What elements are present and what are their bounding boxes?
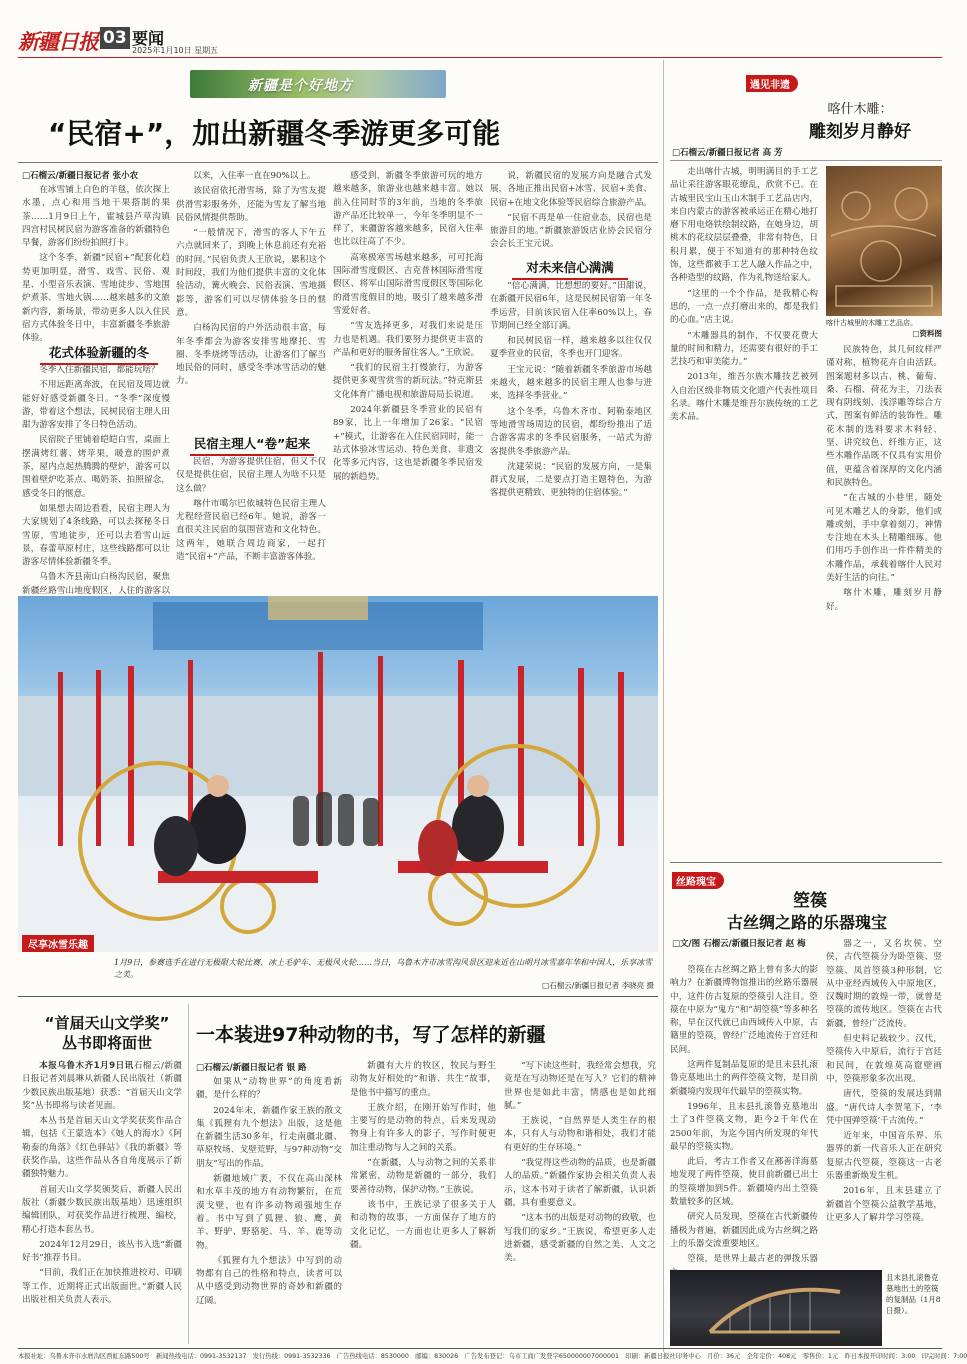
paragraph: 说，新疆民宿的发展方向是融合式发展，各地正推出民宿+冰雪、民宿+美食、民宿+在地文化体验等民宿综合旅游产品。	[490, 171, 652, 208]
background-trees	[18, 696, 658, 796]
paragraph: 本丛书是首届天山文学奖获奖作品合辑，包括《王蒙选本》《她人的海水》《阿勒泰的角落》《红色驿站》《我的新疆》等获奖作品，这些作品从各自角度展示了新疆独特魅力。	[22, 1116, 182, 1180]
feature2-title-1: 箜篌	[793, 891, 827, 911]
paragraph: 王族说，“自然界是人类生存的根本，只有人与动物和谐相处，我们才能有更好的生存环境。”	[504, 1116, 656, 1153]
paragraph: 2013年，维吾尔族木雕技艺被列入自治区级非物质文化遗产代表性项目名录。喀什木雕是维吾尔族传统的工艺美术品。	[670, 372, 818, 423]
paragraph	[22, 1060, 182, 1113]
paragraph: 如果从“动物世界”的角度看新疆，是什么样的？	[196, 1077, 342, 1101]
lead-col3	[333, 170, 483, 588]
bottom1-body	[22, 1060, 182, 1330]
woodcarving-credit: □资料图	[912, 329, 942, 338]
main-photo	[18, 596, 658, 952]
paragraph: 王族介绍，在刚开始写作时，他主要写的是动物的特点，后来发现动物身上有许多人的影子，写作时便更加注重动物与人之间的关系。	[350, 1102, 496, 1153]
paragraph: 沈建荣说：“民宿的发展方向，一是集群式发展，二是要点打造主题特色，为游客提供更精致、更独特的住宿体验。”	[490, 461, 652, 499]
paragraph: “民宿不再是单一住宿业态，民宿也是旅游目的地。”新疆旅游饭店业协会民宿分会会长王宝元说。	[490, 212, 652, 250]
paragraph: “目前，我们正在加快推进校对、印刷等工作，近期将正式出版面世。”新疆人民出版社相关负责人表示。	[22, 1268, 182, 1306]
paragraph: “在新疆，人与动物之间的关系非常紧密，动物是新疆的一部分，我们要善待动物，保护动物。”王族说。	[350, 1158, 496, 1195]
section-rule	[18, 996, 658, 997]
footer-rule	[18, 1348, 942, 1349]
feature2-byline: □文/图 石榴云/新疆日报记者 赵 梅	[672, 939, 806, 949]
paragraph: 乌鲁木齐县南山白杨沟民宿，聚焦新疆丝路雪山地度假区，人住的游客以	[22, 572, 170, 596]
paragraph: 2024年末，新疆作家王族的散文集《狐狸有九个想法》出版，这是他在新疆生活30多年，行走南疆北疆、草原牧场、戈壁荒野，与97种动物“交朋友”写出的作品。	[196, 1105, 342, 1169]
paragraph: 如果想去周边看看，民宿主理人为大家规划了4条线路，可以去探秘冬日雪原，雪地徒步，还可以去看雪山远景，春蕾草原村庄，这些线路都可以让游客尽情体验新疆冬季。	[22, 503, 170, 568]
bottom2-col3	[504, 1060, 656, 1334]
paragraph: 箜篌，是世界上最古老的弹拨乐器	[687, 1254, 818, 1265]
konghou-caption: 且末县扎滚鲁克墓地出土的箜篌的复制品（1月8日摄）。	[886, 1273, 941, 1315]
page-number: 03	[100, 27, 130, 49]
paragraph: 在冰雪铺上白色的羊毯，依次探上水墨，点心和用当地干果搭制的果茶……1月9日上午，霍城县芦草沟镇四宫村民树民宿为游客准备的新疆特色早餐，游客们纷纷拍照打卡。	[22, 185, 170, 249]
paragraph: “我觉得这些动物的品质，也是新疆人的品质。”新疆作家协会相关负责人表示，这本书对于读者了解新疆，认识新疆，具有重要意义。	[504, 1158, 656, 1208]
paragraph: “雪友选择更多，对我们来说是压力也是机遇。我们要努力提供更丰富的产品和更好的服务留住客人。”王欣说。	[333, 321, 483, 358]
carved-woodwork-icon	[826, 166, 942, 316]
crowd-icon	[293, 792, 379, 846]
column-divider	[663, 60, 664, 1352]
konghou-photo	[670, 1270, 882, 1346]
bottom2-headline: 一本装进97种动物的书，写了怎样的新疆	[196, 1024, 546, 1046]
paragraph: 近年来，中国音乐界、乐器界的新一代音乐人正在研究复原古代箜篌，箜篌这一古老乐器重新焕发生机。	[826, 1131, 942, 1182]
paragraph: 首届天山文学奖颁奖后，新疆人民出版社（新疆少数民族出版基地）迅速组织编辑团队，对获奖作品进行梳理、编校，精心打造本套丛书。	[22, 1184, 182, 1235]
paragraph: “写下读这些时，我经常会想我，究竟是在写动物还是在写人？它们的精神世界也是如此丰富，情感也是如此细腻。”	[504, 1061, 656, 1111]
feature1-col1	[670, 166, 818, 858]
lead-col4b	[490, 280, 652, 588]
paragraph: 新疆有大片的牧区，牧民与野生动物友好相处的“和谐、共生”故事，是他书中描写的重点。	[350, 1061, 496, 1098]
lead-col2b	[176, 456, 326, 588]
photo-credit: □石榴云/新疆日报记者 李晓亮 摄	[542, 981, 654, 990]
paragraph: “这本书的出版是对动物的致敬，也写我们的家乡。”王族说，希望更多人走进新疆，感受新疆的自然之美、人文之美。	[504, 1213, 656, 1264]
paragraph: 民宿院子里铺着皑皑白雪，桌面上摆满烤红薯、烤苹果，暖意的围炉煮茶，屋内点起热腾腾的壁炉，游客可以围着壁炉吃茶点、喝奶茶、拍照留念，感受冬日的惬意。	[22, 435, 170, 499]
ice-castle-gate-icon	[268, 596, 368, 620]
paragraph: 王宝元说：“随着新疆冬季旅游市场越来越火，越来越多的民宿主理人也参与进来，选择冬季营业。”	[490, 364, 652, 402]
harp-icon	[670, 1270, 882, 1346]
paragraph: 研究人员发现，箜篌在古代新疆传播极为普遍，新疆因此成为古丝绸之路上的乐器交流重要地区。	[670, 1212, 818, 1249]
paragraph: 该书中，王族记录了很多关于人和动物的故事，一方面保存了地方的文化记忆，一方面也让更多人了解新疆。	[350, 1199, 496, 1250]
paragraph: 民宿，为游客提供住宿，但又不仅仅是提供住宿，民宿主理人为啥不只是这么做？	[176, 457, 326, 494]
paragraph: 高寒极寒雪场越来越多，可可托海国际滑雪度假区、吉克普林国际滑雪度假区、将军山国际滑雪度假区等国际化的滑雪度假目的地，吸引了越来越多滑雪爱好者。	[333, 252, 483, 316]
feature2-col2	[826, 938, 942, 1264]
feature1-rule	[670, 160, 942, 161]
paragraph: “信心满满，比想想的要好。”田甜说，在新疆开民宿6年，这是民树民宿第一年冬季运营，目前该民宿入住率60%以上，春节期间已经全部订满。	[490, 281, 652, 331]
headline-rule	[18, 162, 658, 163]
issue-date: 2025年1月10日 星期五	[132, 46, 219, 55]
bottom2-col2	[350, 1060, 496, 1334]
lead-col1	[22, 184, 170, 344]
masthead	[18, 26, 942, 54]
feature-rule	[670, 862, 942, 863]
paragraph: 2024年新疆县冬季营业的民宿有89家，比上一年增加了26家。“民宿+”模式，让游客在入住民宿同时，能一站式体验冰雪运动、特色美食、非遗文化等多元内容，这也是新疆冬季民宿发展的新趋势。	[333, 405, 483, 482]
paragraph: 2016年，且末县建立了新疆首个箜篌公益教学基地，让更多人了解并学习箜篌。	[826, 1186, 942, 1223]
paragraph: 此后，考古工作者又在鄯善洋海墓地发现了两件箜篌，使目前新疆已出土的箜篌增加到5件。新疆境内出土箜篌数量较多的区域。	[670, 1157, 818, 1208]
feature2-kicker: 丝路瑰宝	[672, 872, 724, 889]
feature1-kicker: 遇见非遗	[746, 75, 798, 92]
paragraph: 器之一，又名坎侯、空侯，古代箜篌分为卧箜篌、竖箜篌、凤首箜篌3种形制，它从中亚经西域传入中原地区，汉魏时期的敦煌一带，就曾是箜篌的流传地区。箜篌在古代新疆，曾经广泛流传。	[826, 939, 942, 1029]
paragraph: 走出喀什古城，明明满目的手工艺品让采往游客眼花缭乱，欣赏不已。在古城里民宝山玉山木制手工艺品店内，来自内蒙古的游客被承运正在精心地打磨下用电烙铁绘制纹路，在她身边，胡桃木的花纹层层叠叠，非常有特色，日积月累，便于不知道有的那种特色纹饰，这些都被手工艺人融入作品之中，各种造型的纹路，作为礼物送给家人。	[670, 167, 818, 284]
paragraph: “我们的民宿主打慢旅行，为游客提供更多观雪赏雪的新玩法。”特克斯县文化体育广播电视和旅游局局长说道。	[333, 363, 483, 400]
masthead-logo: 新疆日报	[18, 29, 98, 54]
footer-info: 本报社址：乌鲁木齐市水磨沟区西虹东路500号 新闻热线电话：0991-3532137 发行热线：0991-3532336 广告热线电话：8530000 邮编：830026 广告发布登记：乌市工商广发登字650000007000001 印刷：新疆日报社印务中心 月价：36元 全年定价：408元 零售价：1元 昨日本报开印时间：3:00 印完时间：7:00	[18, 1353, 967, 1360]
lead-col4	[490, 170, 652, 250]
lead-byline: □石榴云/新疆日报记者 张小农	[22, 171, 139, 181]
paragraph: 和民树民宿一样，越来越多以往仅仅夏季营业的民宿，冬季也开门迎客。	[490, 336, 652, 360]
paragraph: 以来，入住率一直在90%以上。	[193, 171, 316, 181]
bottom1-byline: 本报乌鲁木齐1月9日讯	[39, 1061, 134, 1071]
paragraph: 新疆地域广袤，不仅在高山深林和水草丰茂的地方有动物繁衍，在荒漠戈壁，也有许多动物顽强地生存着。书中写到了狐狸、狼、鹰、黄羊、野驴、野骆驼、马、羊、鹿等动物。	[196, 1174, 342, 1251]
paragraph: “木雕器具的制作，不仅要花费大量的时间和精力，还需要有很好的手工艺技巧和审美能力。”	[670, 330, 818, 368]
paragraph: 1996年，且末县扎滚鲁克墓地出土了3件箜篌文物，距今2千年代在2500年前，为迄今国内所发现的年代最早的箜篌实物。	[670, 1101, 818, 1152]
photo-label: 尽享冰雪乐趣	[22, 935, 94, 952]
snow-festival-illustration	[18, 596, 658, 952]
bottom1-title-1: “首届天山文学奖”	[44, 1014, 170, 1032]
lead-headline: “民宿+”，加出新疆冬季游更多可能	[48, 117, 501, 150]
paragraph: 这个冬季，乌鲁木齐市、阿勒泰地区等地滑雪场周边的民宿，都纷纷推出了适合游客需求的冬季民宿服务，一站式为游客提供冬季旅游产品。	[490, 406, 652, 457]
section-title: 要闻	[132, 29, 165, 48]
feature1-title-1: 喀什木雕：	[827, 102, 893, 117]
bottom1-title-2: 丛书即将面世	[61, 1034, 152, 1052]
photo-caption: 1月9日，参赛选手在进行无极限大轮比赛、冰上毛驴车、无极风火轮……当日，乌鲁木齐市冰雪沟风景区迎来近在山明月冰雪嘉年华和中国人，乐享冰雪之美。	[114, 958, 653, 979]
paragraph: 民族特色，其几何纹样严谨对称，植物花卉自由活跃。图案题材多以古、桃、葡萄、桑、石榴、荷花为主，刀法表现有阴线刻、浅浮雕等综合方式，图案有鲜活的装饰性。雕花木制的选料要求木料轻、坚、讲究纹色、纤维方正，这些木雕作品既不仅具有实用价值，更蕴含着深厚的文化内涵和民族特色。	[826, 345, 942, 488]
feature1-byline: □石榴云/新疆日报记者 高 芳	[672, 148, 783, 158]
column-divider	[188, 1004, 189, 1344]
banner-text: 新疆是个好地方	[248, 78, 353, 94]
lead-col2	[176, 170, 326, 420]
paragraph: 不用远距离奔波，在民宿及周边就能好好感受新疆冬日。“冬季”深度慢游，带着这个想法，民树民宿主理人田甜为游客安排了冬日特色活动。	[22, 380, 170, 431]
feature1-title-2: 雕刻岁月静好	[809, 122, 911, 142]
paragraph: 喀什市噶尔巴依城特色民宿主理人尤程经营民宿已经6年。她说，游客一直很关注民宿的氛围营造和文化特色。这两年，她联合周边商家，一起打造“民宿+”产品，不断丰富游客体验。	[176, 498, 326, 563]
paragraph: “在古城的小巷里，随处可见木雕艺人的身影，他们或雕或刻，手中拿着刻刀，神情专注地在木头上精雕细琢。他们用巧手创作出一件件精美的木雕作品，承载着喀什人民对美好生活的向往。”	[826, 493, 942, 584]
subhead-1: 花式体验新疆的冬	[40, 343, 158, 365]
bottom2-byline: □石榴云/新疆日报记者 银 路	[196, 1063, 307, 1073]
paragraph: 喀什木雕，雕刻岁月静好。	[826, 588, 942, 612]
paragraph: 该民宿依托滑雪场，除了为雪友提供滑雪彩服务外，还能为雪友了解当地民俗风情提供帮助。	[176, 186, 326, 223]
paragraph: 唐代，箜篌的发展达到鼎盛。“唐代诗人李贺笔下，‘李凭中国弹箜篌’千古流传。”	[826, 1089, 942, 1126]
subhead-3: 对未来信心满满	[512, 258, 628, 280]
feature2-title-2: 古丝绸之路的乐器瑰宝	[726, 913, 887, 932]
paragraph: 《狐狸有九个想法》中写到的动物都有自己的性格和特点，读者可以从中感受到动物世界的奇妙和新疆的辽阔。	[196, 1255, 342, 1306]
woodcarving-caption: 喀什古城里的木雕工艺品店。	[826, 319, 917, 327]
feature2-col1	[670, 964, 818, 1264]
paragraph-lead: 石榴云/新疆日报记者刘晨琳从新疆人民出版社（新疆少数民族出版基地）获悉：“首届天山文学奖”丛书即将与读者见面。	[22, 1061, 182, 1111]
lead-col1b	[22, 364, 170, 596]
snow-ground	[18, 846, 658, 952]
paragraph: 感受到，新疆冬季旅游可玩的地方越来越多，旅游业也越来越丰富。她以前入住同时节的3年前，当地的冬季旅游产品还比较单一，今年冬季明显不一样了，来疆游客越来越多，民宿入住率也比以往高了不少。	[333, 171, 483, 248]
paragraph: 箜篌在古丝绸之路上曾有多大的影响力？在新疆博物馆推出的丝路乐器展中，这件仿古复原的箜篌引人注目。箜篌在中原为“鬼方”和“胡箜篌”等多种名称，早在汉代就已由西域传入中原，古籍里的箜篌，曾经广泛地流传于宫廷和民间。	[670, 965, 818, 1055]
paragraph: 2024年12月29日，该丛书入选“新疆好书”推荐书目。	[22, 1239, 182, 1264]
woodcarving-photo	[826, 166, 942, 316]
paragraph: 这两件复制品复原的是且末县扎滚鲁克墓地出土的两件箜篌文物，是目前新疆境内发现年代最早的箜篌实物。	[670, 1060, 818, 1097]
paragraph: “一般情况下，滑雪的客人下午五六点就回来了，到晚上休息前还有充裕的时间。”民宿负责人王欣说，累积这个时间段，我们为他们提供丰富的文化体验活动，篝火晚会、民俗表演、雪地摄影等，游客们可以尽情体验冬日的惬意。	[176, 228, 326, 318]
feature1-col2	[826, 344, 942, 858]
paragraph: 冬季入住新疆民宿，都能玩啥？	[39, 365, 160, 375]
masthead-rule	[18, 57, 942, 58]
paragraph: 这个冬季，新疆“民宿+”配套化趋势更加明显，滑雪、戏雪、民俗、观星、小型音乐表演、雪地徒步、雪地围炉煮茶、雪地火锅……越来越多的文旅新内容，新场景，带动更多人以入住民宿方式体验冬日中，丰富新疆冬季旅游体验。	[22, 253, 170, 344]
paragraph: 白杨沟民宿的户外活动很丰富，每年冬季都会为游客安排雪地摩托、雪圈、冬季烧烤等活动，让游客们了解当地民俗的同时，感受冬季冰雪活动的魅力。	[176, 323, 326, 387]
paragraph: “这里的一个个作品，是我精心构思的，一点一点打磨出来的，都是我们的心血。”店主说。	[670, 288, 818, 326]
paragraph: 但史料记载较少。汉代，箜篌传入中原后，流行于宫廷和民间，在敦煌莫高窟壁画中，箜篌形象多次出现。	[826, 1034, 942, 1084]
bottom2-col1	[196, 1076, 342, 1334]
series-banner	[190, 70, 446, 98]
subhead-2: 民宿主理人“卷”起来	[190, 434, 314, 456]
